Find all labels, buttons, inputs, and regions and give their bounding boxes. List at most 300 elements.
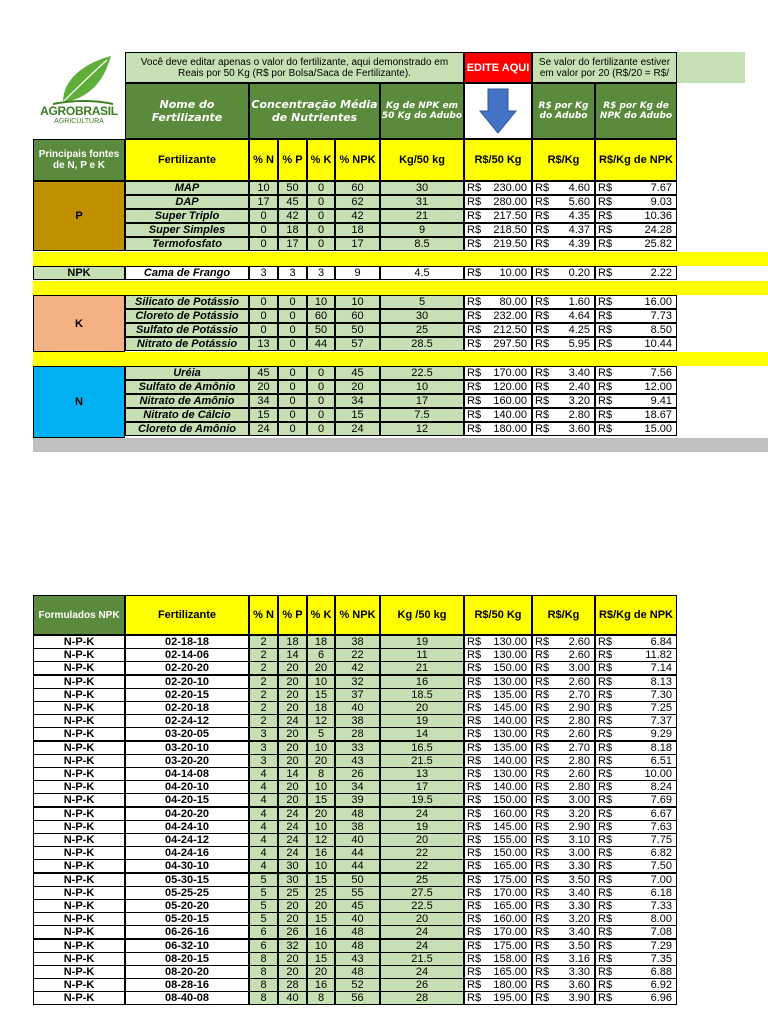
amount: 3.50 xyxy=(568,873,590,886)
amount: 10.36 xyxy=(644,210,672,222)
formulado-price-50kg-input[interactable] xyxy=(464,820,532,834)
formulado-kg: 24 xyxy=(380,965,464,979)
p-row-k: 0 xyxy=(307,209,335,223)
p-row-npk: 18 xyxy=(335,223,380,237)
amount: 2.60 xyxy=(568,675,590,688)
formulado-npk: 38 xyxy=(335,820,380,834)
formulado-type: N-P-K xyxy=(33,820,125,834)
h-n: % N xyxy=(249,139,278,181)
p-row-npk: 62 xyxy=(335,195,380,209)
currency-symbol: R$ xyxy=(535,781,550,794)
formulado-price-kg-npk xyxy=(595,675,677,689)
amount: 170.00 xyxy=(493,367,527,379)
amount: 10.44 xyxy=(644,338,672,350)
amount: 10.00 xyxy=(644,768,672,780)
currency-symbol: R$ xyxy=(467,992,482,1005)
amount: 6.51 xyxy=(650,754,672,767)
col-rs-kg-npk: R$ por Kg de NPK do Adubo xyxy=(595,83,677,139)
formulado-k: 10 xyxy=(307,780,335,794)
formulado-n: 2 xyxy=(249,635,278,649)
amount: 7.50 xyxy=(650,860,672,873)
n-row-price-50kg-input[interactable] xyxy=(464,394,532,408)
p-row-price-50kg-input[interactable] xyxy=(464,223,532,237)
k-row-kg: 25 xyxy=(380,323,464,337)
formulado-p: 30 xyxy=(278,873,307,887)
p-row-kg: 9 xyxy=(380,223,464,237)
formulado-price-kg-npk xyxy=(595,780,677,794)
formulado-price-50kg-input[interactable] xyxy=(464,899,532,913)
formulado-price-kg-npk xyxy=(595,952,677,966)
currency-symbol: R$ xyxy=(535,913,550,926)
formulado-price-kg-npk xyxy=(595,648,677,662)
p-row-k: 0 xyxy=(307,181,335,195)
formulado-n: 4 xyxy=(249,780,278,794)
n-row-price-50kg-input[interactable] xyxy=(464,380,532,394)
formulado-npk: 42 xyxy=(335,661,380,675)
currency-symbol: R$ xyxy=(598,675,613,688)
currency-symbol: R$ xyxy=(598,649,613,662)
k-row-name: Cloreto de Potássio xyxy=(125,309,249,323)
amount: 4.25 xyxy=(568,324,590,336)
formulado-price-kg xyxy=(532,714,595,728)
formulado-type: N-P-K xyxy=(33,714,125,728)
formulado-npk: 48 xyxy=(335,925,380,939)
amount: 160.00 xyxy=(493,395,527,407)
n-row-p: 0 xyxy=(278,408,307,422)
currency-symbol: R$ xyxy=(535,182,550,194)
formulado-price-kg-npk xyxy=(595,978,677,992)
formulado-kg: 24 xyxy=(380,939,464,953)
formulado-npk: 39 xyxy=(335,793,380,807)
k-row-p: 0 xyxy=(278,337,307,351)
formulado-k: 20 xyxy=(307,807,335,821)
amount: 6.18 xyxy=(650,886,672,899)
formulado-price-50kg-input[interactable] xyxy=(464,714,532,728)
amount: 2.90 xyxy=(568,702,590,714)
currency-symbol: R$ xyxy=(467,847,482,860)
k-row-npk: 10 xyxy=(335,295,380,309)
n-row-kg: 12 xyxy=(380,422,464,436)
currency-symbol: R$ xyxy=(598,886,613,899)
p-row-name: DAP xyxy=(125,195,249,209)
formulado-type: N-P-K xyxy=(33,859,125,873)
formulado-type: N-P-K xyxy=(33,780,125,794)
formulado-price-50kg-input[interactable] xyxy=(464,675,532,689)
currency-symbol: R$ xyxy=(535,926,550,939)
amount: 8.24 xyxy=(650,781,672,794)
currency-symbol: R$ xyxy=(535,728,550,741)
p-row-k: 0 xyxy=(307,237,335,251)
formulado-price-kg xyxy=(532,833,595,847)
k-row-price-50kg-input[interactable] xyxy=(464,337,532,351)
currency-symbol: R$ xyxy=(535,267,550,279)
fh-rs50: R$/50 Kg xyxy=(464,595,532,635)
amount: 3.20 xyxy=(568,395,590,407)
n-row-npk: 45 xyxy=(335,366,380,380)
n-row-k: 0 xyxy=(307,380,335,394)
formulado-n: 3 xyxy=(249,741,278,755)
amount: 170.00 xyxy=(493,886,527,899)
currency-symbol: R$ xyxy=(598,979,613,992)
p-row-name: MAP xyxy=(125,181,249,195)
formulado-npk: 40 xyxy=(335,912,380,926)
formulado-price-50kg-input[interactable] xyxy=(464,925,532,939)
amount: 140.00 xyxy=(493,409,527,421)
amount: 140.00 xyxy=(493,754,527,767)
currency-symbol: R$ xyxy=(535,939,550,952)
formulado-k: 18 xyxy=(307,701,335,715)
amount: 130.00 xyxy=(493,649,527,662)
currency-symbol: R$ xyxy=(598,807,613,820)
currency-symbol: R$ xyxy=(535,794,550,807)
arrow-down-icon xyxy=(478,87,518,135)
currency-symbol: R$ xyxy=(535,210,550,222)
formulado-price-50kg-input[interactable] xyxy=(464,859,532,873)
n-row-price-kg xyxy=(532,408,595,422)
currency-symbol: R$ xyxy=(598,834,613,846)
amount: 232.00 xyxy=(493,310,527,322)
p-row-price-kg xyxy=(532,223,595,237)
amount: 3.40 xyxy=(568,886,590,899)
currency-symbol: R$ xyxy=(467,688,482,701)
formulado-npk: 40 xyxy=(335,701,380,715)
formulado-n: 4 xyxy=(249,793,278,807)
formulado-type: N-P-K xyxy=(33,965,125,979)
currency-symbol: R$ xyxy=(467,926,482,939)
formulado-price-kg-npk xyxy=(595,807,677,821)
formulado-n: 4 xyxy=(249,820,278,834)
formulado-kg: 21 xyxy=(380,661,464,675)
n-row-n: 45 xyxy=(249,366,278,380)
formulado-npk: 40 xyxy=(335,833,380,847)
formulado-price-50kg-input[interactable] xyxy=(464,991,532,1005)
amount: 3.16 xyxy=(568,952,590,965)
formulado-type: N-P-K xyxy=(33,846,125,860)
currency-symbol: R$ xyxy=(598,324,613,336)
amount: 297.50 xyxy=(493,338,527,350)
formulado-name: 04-20-10 xyxy=(125,780,249,794)
formulado-k: 10 xyxy=(307,675,335,689)
p-row-kg: 8.5 xyxy=(380,237,464,251)
formulado-price-50kg-input[interactable] xyxy=(464,767,532,781)
currency-symbol: R$ xyxy=(467,675,482,688)
p-row-price-kg-npk xyxy=(595,223,677,237)
currency-symbol: R$ xyxy=(535,754,550,767)
currency-symbol: R$ xyxy=(535,395,550,407)
currency-symbol: R$ xyxy=(598,926,613,939)
amount: 3.30 xyxy=(568,860,590,873)
separator-band xyxy=(33,281,768,295)
formulado-p: 18 xyxy=(278,635,307,649)
formulado-type: N-P-K xyxy=(33,991,125,1005)
currency-symbol: R$ xyxy=(467,715,482,728)
formulado-price-50kg-input[interactable] xyxy=(464,939,532,953)
k-row-price-50kg-input[interactable] xyxy=(464,323,532,337)
formulado-price-kg-npk xyxy=(595,714,677,728)
currency-symbol: R$ xyxy=(598,409,613,421)
currency-symbol: R$ xyxy=(467,649,482,662)
formulado-npk: 33 xyxy=(335,741,380,755)
formulado-price-kg-npk xyxy=(595,635,677,649)
amount: 9.03 xyxy=(650,196,672,208)
n-row-p: 0 xyxy=(278,422,307,436)
formulado-type: N-P-K xyxy=(33,807,125,821)
formulado-name: 03-20-20 xyxy=(125,754,249,768)
formulados-title: Formulados NPK xyxy=(33,595,125,635)
formulado-kg: 28 xyxy=(380,991,464,1005)
amount: 7.33 xyxy=(650,900,672,912)
formulado-price-kg xyxy=(532,635,595,649)
group-n: N xyxy=(33,366,125,438)
formulado-price-kg xyxy=(532,978,595,992)
formulado-kg: 21.5 xyxy=(380,952,464,966)
formulado-price-50kg-input[interactable] xyxy=(464,912,532,926)
formulado-p: 20 xyxy=(278,793,307,807)
k-row-n: 13 xyxy=(249,337,278,351)
formulado-k: 5 xyxy=(307,727,335,741)
currency-symbol: R$ xyxy=(535,649,550,662)
main-sources-label: Principais fontes de N, P e K xyxy=(33,139,125,181)
n-row-price-50kg-input[interactable] xyxy=(464,408,532,422)
edit-arrow-cell xyxy=(464,83,532,139)
formulado-type: N-P-K xyxy=(33,925,125,939)
formulado-price-50kg-input[interactable] xyxy=(464,754,532,768)
p-row-price-50kg-input[interactable] xyxy=(464,237,532,251)
formulado-price-50kg-input[interactable] xyxy=(464,952,532,966)
formulado-price-kg xyxy=(532,780,595,794)
k-row-price-kg-npk xyxy=(595,295,677,309)
currency-symbol: R$ xyxy=(598,662,613,675)
formulado-price-50kg-input[interactable] xyxy=(464,833,532,847)
formulado-kg: 17 xyxy=(380,780,464,794)
amount: 195.00 xyxy=(493,992,527,1005)
formulado-price-50kg-input[interactable] xyxy=(464,965,532,979)
formulado-p: 25 xyxy=(278,886,307,900)
formulado-p: 14 xyxy=(278,767,307,781)
npk-row-kg: 4.5 xyxy=(380,266,464,280)
formulado-p: 20 xyxy=(278,727,307,741)
currency-symbol: R$ xyxy=(598,310,613,322)
col-fertilizer-name: Nome do Fertilizante xyxy=(125,83,249,139)
formulado-price-50kg-input[interactable] xyxy=(464,661,532,675)
amount: 7.37 xyxy=(650,715,672,728)
currency-symbol: R$ xyxy=(598,381,613,393)
p-row-kg: 30 xyxy=(380,181,464,195)
formulado-price-50kg-input[interactable] xyxy=(464,688,532,702)
n-row-npk: 34 xyxy=(335,394,380,408)
formulado-price-50kg-input[interactable] xyxy=(464,648,532,662)
formulado-price-kg-npk xyxy=(595,820,677,834)
formulado-npk: 55 xyxy=(335,886,380,900)
currency-symbol: R$ xyxy=(467,820,482,833)
n-row-price-50kg-input[interactable] xyxy=(464,366,532,380)
n-row-price-kg-npk xyxy=(595,380,677,394)
currency-symbol: R$ xyxy=(467,224,482,236)
formulado-price-50kg-input[interactable] xyxy=(464,978,532,992)
amount: 280.00 xyxy=(493,196,527,208)
formulado-k: 20 xyxy=(307,661,335,675)
formulado-name: 08-40-08 xyxy=(125,991,249,1005)
formulado-name: 04-24-16 xyxy=(125,846,249,860)
formulado-price-50kg-input[interactable] xyxy=(464,727,532,741)
n-row-npk: 24 xyxy=(335,422,380,436)
formulado-price-kg xyxy=(532,793,595,807)
formulado-n: 2 xyxy=(249,714,278,728)
currency-symbol: R$ xyxy=(467,913,482,926)
formulado-name: 04-14-08 xyxy=(125,767,249,781)
formulado-k: 16 xyxy=(307,846,335,860)
formulado-price-50kg-input[interactable] xyxy=(464,635,532,649)
currency-symbol: R$ xyxy=(467,939,482,952)
n-row-price-kg xyxy=(532,380,595,394)
currency-symbol: R$ xyxy=(467,979,482,992)
formulado-npk: 50 xyxy=(335,873,380,887)
amount: 3.00 xyxy=(568,847,590,860)
amount: 5.60 xyxy=(568,196,590,208)
k-row-price-kg-npk xyxy=(595,337,677,351)
formulado-type: N-P-K xyxy=(33,701,125,715)
formulado-n: 6 xyxy=(249,939,278,953)
formulado-k: 15 xyxy=(307,912,335,926)
n-row-name: Nitrato de Cálcio xyxy=(125,408,249,422)
currency-symbol: R$ xyxy=(598,338,613,350)
formulado-price-50kg-input[interactable] xyxy=(464,873,532,887)
amount: 10.00 xyxy=(499,267,527,279)
k-row-price-kg xyxy=(532,323,595,337)
formulado-p: 24 xyxy=(278,820,307,834)
formulado-price-50kg-input[interactable] xyxy=(464,793,532,807)
currency-symbol: R$ xyxy=(535,847,550,860)
currency-symbol: R$ xyxy=(535,423,550,435)
npk-row-npk: 9 xyxy=(335,266,380,280)
separator-band xyxy=(33,252,768,266)
fh-rsnpk: R$/Kg de NPK xyxy=(595,595,677,635)
formulado-k: 8 xyxy=(307,991,335,1005)
amount: 155.00 xyxy=(493,834,527,846)
amount: 2.70 xyxy=(568,688,590,701)
p-row-price-50kg-input[interactable] xyxy=(464,195,532,209)
formulado-price-kg xyxy=(532,701,595,715)
p-row-price-kg-npk xyxy=(595,181,677,195)
formulado-price-50kg-input[interactable] xyxy=(464,886,532,900)
amount: 3.60 xyxy=(568,979,590,992)
formulado-price-50kg-input[interactable] xyxy=(464,780,532,794)
amount: 16.00 xyxy=(644,296,672,308)
currency-symbol: R$ xyxy=(467,966,482,978)
p-row-n: 17 xyxy=(249,195,278,209)
formulado-price-50kg-input[interactable] xyxy=(464,741,532,755)
currency-symbol: R$ xyxy=(535,807,550,820)
currency-symbol: R$ xyxy=(598,820,613,833)
currency-symbol: R$ xyxy=(598,182,613,194)
formulado-npk: 45 xyxy=(335,899,380,913)
k-row-price-kg-npk xyxy=(595,323,677,337)
amount: 218.50 xyxy=(493,224,527,236)
formulado-kg: 16.5 xyxy=(380,741,464,755)
amount: 2.80 xyxy=(568,754,590,767)
formulado-price-50kg-input[interactable] xyxy=(464,846,532,860)
currency-symbol: R$ xyxy=(535,886,550,899)
formulado-price-kg-npk xyxy=(595,661,677,675)
formulado-p: 20 xyxy=(278,741,307,755)
amount: 130.00 xyxy=(493,675,527,688)
currency-symbol: R$ xyxy=(535,741,550,754)
p-row-p: 45 xyxy=(278,195,307,209)
formulado-k: 12 xyxy=(307,714,335,728)
k-row-price-50kg-input[interactable] xyxy=(464,295,532,309)
formulado-kg: 21.5 xyxy=(380,754,464,768)
k-row-npk: 60 xyxy=(335,309,380,323)
currency-symbol: R$ xyxy=(467,182,482,194)
currency-symbol: R$ xyxy=(598,224,613,236)
p-row-n: 0 xyxy=(249,223,278,237)
amount: 165.00 xyxy=(493,900,527,912)
formulado-n: 4 xyxy=(249,846,278,860)
npk-row-price-50kg-input[interactable] xyxy=(464,266,532,280)
amount: 150.00 xyxy=(493,662,527,675)
amount: 165.00 xyxy=(493,860,527,873)
k-row-n: 0 xyxy=(249,295,278,309)
currency-symbol: R$ xyxy=(535,196,550,208)
formulado-p: 20 xyxy=(278,688,307,702)
formulado-name: 02-20-18 xyxy=(125,701,249,715)
formulado-npk: 48 xyxy=(335,807,380,821)
amount: 4.64 xyxy=(568,310,590,322)
n-row-name: Sulfato de Amônio xyxy=(125,380,249,394)
formulado-price-kg xyxy=(532,912,595,926)
formulado-price-50kg-input[interactable] xyxy=(464,807,532,821)
formulado-n: 8 xyxy=(249,991,278,1005)
formulado-k: 16 xyxy=(307,925,335,939)
formulado-price-kg xyxy=(532,675,595,689)
n-row-price-kg xyxy=(532,422,595,436)
currency-symbol: R$ xyxy=(535,367,550,379)
p-row-price-50kg-input[interactable] xyxy=(464,209,532,223)
currency-symbol: R$ xyxy=(535,966,550,978)
amount: 8.50 xyxy=(650,324,672,336)
formulado-p: 20 xyxy=(278,701,307,715)
formulado-p: 14 xyxy=(278,648,307,662)
n-row-price-50kg-input[interactable] xyxy=(464,422,532,436)
formulado-n: 4 xyxy=(249,807,278,821)
n-row-k: 0 xyxy=(307,394,335,408)
formulado-k: 20 xyxy=(307,899,335,913)
currency-symbol: R$ xyxy=(467,873,482,886)
formulado-price-kg-npk xyxy=(595,873,677,887)
k-row-k: 44 xyxy=(307,337,335,351)
amount: 230.00 xyxy=(493,182,527,194)
p-row-price-50kg-input[interactable] xyxy=(464,181,532,195)
k-row-n: 0 xyxy=(249,323,278,337)
currency-symbol: R$ xyxy=(467,781,482,794)
npk-row-name: Cama de Frango xyxy=(125,266,249,280)
amount: 3.20 xyxy=(568,807,590,820)
formulado-kg: 20 xyxy=(380,833,464,847)
currency-symbol: R$ xyxy=(535,860,550,873)
fh-n: % N xyxy=(249,595,278,635)
amount: 8.00 xyxy=(650,913,672,926)
currency-symbol: R$ xyxy=(467,900,482,912)
k-row-price-50kg-input[interactable] xyxy=(464,309,532,323)
currency-symbol: R$ xyxy=(598,267,613,279)
p-row-n: 0 xyxy=(249,237,278,251)
currency-symbol: R$ xyxy=(467,210,482,222)
formulado-price-kg xyxy=(532,727,595,741)
formulado-price-50kg-input[interactable] xyxy=(464,701,532,715)
formulado-type: N-P-K xyxy=(33,767,125,781)
amount: 15.00 xyxy=(644,423,672,435)
k-row-price-kg xyxy=(532,309,595,323)
